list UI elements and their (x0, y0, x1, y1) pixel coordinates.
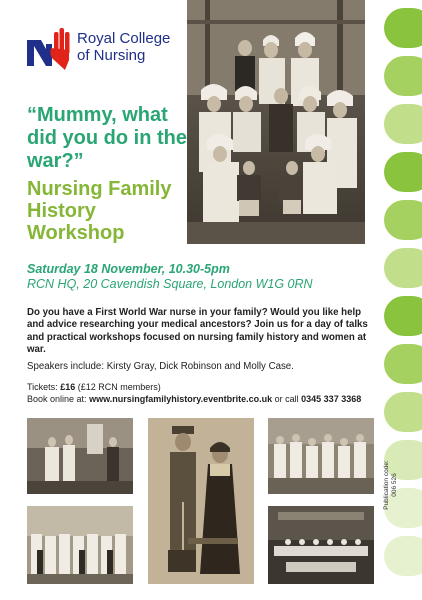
rcn-hand-logo-icon (27, 26, 71, 74)
publication-code-label: Publication code: (383, 460, 390, 510)
tab-shape (384, 8, 422, 48)
tab-shape (384, 392, 422, 432)
tab-shape (384, 296, 422, 336)
workshop-title: Nursing Family History Workshop (27, 178, 172, 244)
photo-soldier-and-woman-portrait (148, 418, 254, 584)
publication-code (383, 455, 411, 515)
event-date-time: Saturday 18 November, 10.30-5pm (27, 262, 230, 276)
tickets-info (27, 381, 377, 405)
photo-nurses-outdoors (268, 418, 374, 494)
tab-shape (384, 248, 422, 288)
or-call-label: or call (274, 394, 299, 404)
tab-shape (384, 344, 422, 384)
tab-shape (384, 104, 422, 144)
booking-url-link[interactable]: www.nursingfamilyhistory.eventbrite.co.uk (89, 394, 273, 404)
event-venue: RCN HQ, 20 Cavendish Square, London W1G 0RN (27, 277, 313, 291)
member-price: (£12 RCN members) (77, 382, 161, 392)
booking-phone: 0345 337 3368 (301, 394, 362, 404)
tab-shape (384, 536, 422, 576)
photo-ward-tables (268, 506, 374, 584)
rcn-logo (27, 26, 170, 74)
tab-shape (384, 56, 422, 96)
speakers-text: Speakers include: Kirsty Gray, Dick Robinson and Molly Case. (27, 361, 294, 372)
org-name (77, 30, 170, 64)
publication-code-value: 006 526 (391, 473, 398, 497)
org-name-line2: of Nursing (77, 47, 146, 64)
photo-nurses-group (27, 506, 133, 584)
photo-hospital-ward (27, 418, 133, 494)
book-online-label: Book online at: (27, 394, 87, 404)
headline-quote: “Mummy, what did you do in the war?” (27, 104, 187, 172)
tickets-label: Tickets: (27, 382, 58, 392)
intro-text: Do you have a First World War nurse in your family? Would you like help and advice researching your medical ancestors? Join us for a day of talks and practical workshops focused on nursing family history and women at war. (27, 307, 368, 355)
tab-shape (384, 200, 422, 240)
tab-shape (384, 152, 422, 192)
ticket-price: £16 (60, 382, 76, 392)
main-group-photo (187, 0, 365, 244)
org-name-line1: Royal College (77, 30, 171, 47)
